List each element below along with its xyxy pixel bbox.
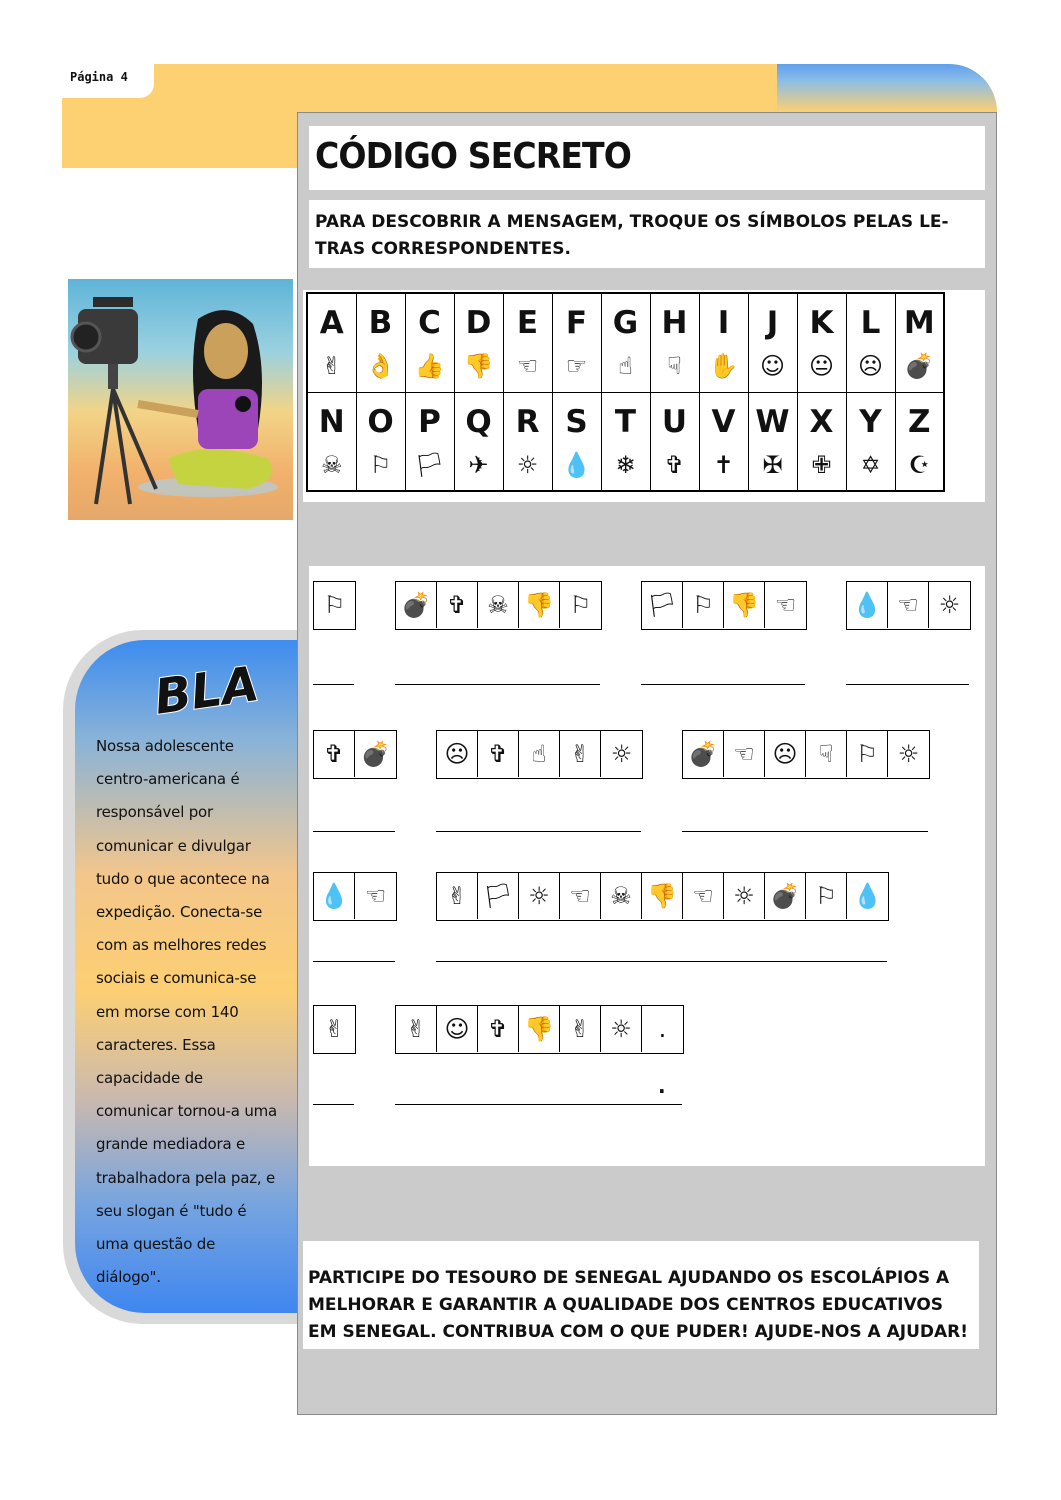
cipher-symbol-cell: 💣	[765, 873, 806, 919]
cipher-symbol-cell: 💣	[360, 740, 391, 768]
cipher-symbol-cell: ☝	[519, 731, 560, 777]
thumbs-up-icon: 👍	[414, 352, 445, 380]
cipher-symbol-cell: ✞	[478, 1006, 519, 1052]
cipher-symbol-cell: ✞	[437, 582, 478, 628]
cipher-symbol-cell: 🏳	[478, 873, 519, 919]
cipher-row	[307, 392, 944, 491]
cipher-word	[395, 581, 602, 630]
page-number: Página 4	[62, 62, 154, 98]
star-crescent-icon: ☪	[908, 450, 930, 479]
cipher-letter: V	[711, 403, 736, 440]
smiley-icon: ☺	[759, 352, 786, 380]
celtic-cross-icon: ✠	[762, 450, 783, 479]
white-flag-icon: ⚐	[369, 450, 392, 479]
neutral-face-icon: 😐	[808, 352, 835, 380]
cipher-cell-o	[356, 392, 405, 491]
cipher-cell-g	[601, 293, 650, 392]
answer-line[interactable]	[436, 831, 641, 832]
cipher-symbol-cell: ✌	[396, 1006, 437, 1052]
star-of-david-icon: ✡	[860, 450, 881, 479]
cipher-letter: H	[661, 305, 688, 341]
answer-line[interactable]	[846, 684, 969, 685]
reporter-with-camera-image	[68, 279, 293, 520]
cipher-letter: Q	[465, 403, 492, 440]
cipher-word	[313, 581, 356, 630]
cipher-symbol-cell: ☹	[765, 731, 806, 777]
waving-flag-icon: 🏳	[414, 450, 445, 479]
cipher-symbol-cell: ✌	[560, 731, 601, 777]
airplane-icon: ✈	[468, 450, 489, 479]
cipher-symbol-cell: ☼	[938, 591, 961, 619]
cipher-cell-k	[797, 293, 846, 392]
cipher-row	[307, 293, 944, 392]
victory-hand-icon: ✌	[321, 352, 342, 380]
answer-line[interactable]	[313, 1104, 354, 1105]
cipher-symbol-cell: ☠	[478, 582, 519, 628]
cipher-letter: K	[809, 305, 834, 341]
cipher-symbol-cell: ☼	[601, 1006, 642, 1052]
cipher-symbol-cell: 👎	[519, 1006, 560, 1052]
cipher-key-table	[306, 292, 945, 492]
page-title: CÓDIGO SECRETO	[315, 136, 631, 177]
cipher-cell-v	[699, 392, 748, 491]
cipher-symbol-cell: ✞	[478, 731, 519, 777]
cipher-symbol-cell: ✞	[314, 731, 355, 777]
cipher-letter: O	[367, 403, 394, 440]
cipher-symbol-cell: 👎	[519, 582, 560, 628]
answer-line[interactable]	[395, 1104, 682, 1105]
cipher-symbol-cell: ⚐	[683, 582, 724, 628]
cipher-symbol-cell: ☜	[774, 591, 797, 619]
cipher-cell-a	[307, 293, 356, 392]
cipher-cell-s	[552, 392, 601, 491]
cipher-cell-m	[895, 293, 944, 392]
cipher-cell-y	[846, 392, 895, 491]
cipher-symbol-cell: 💧	[314, 873, 355, 919]
cipher-letter: P	[418, 403, 441, 440]
answer-line[interactable]	[436, 961, 887, 962]
latin-cross-icon: ✞	[664, 450, 685, 479]
footer-text: PARTICIPE DO TESOURO DE SENEGAL AJUDANDO OS ESCOLÁPIOS A MELHORAR E GARANTIR A QUALIDADE DOS CENTROS EDUCATIVOS EM SENEGAL. CONTRIBUA COM O QUE PUDER! AJUDE-NOS A AJUDAR!	[308, 1268, 968, 1342]
instructions-box	[309, 200, 985, 268]
cipher-word	[313, 730, 397, 779]
cipher-letter: J	[766, 305, 779, 341]
instructions-text: PARA DESCOBRIR A MENSAGEM, TROQUE OS SÍMBOLOS PELAS LE-TRAS CORRESPONDENTES.	[315, 212, 949, 259]
cipher-letter: I	[717, 305, 730, 341]
cipher-cell-r	[503, 392, 552, 491]
frowning-face-icon: ☹	[857, 352, 884, 380]
cipher-symbol-cell: 💧	[847, 582, 888, 628]
bla-logo-text: BLA	[151, 655, 263, 726]
cipher-letter: T	[614, 403, 637, 440]
cipher-letter: N	[318, 403, 345, 440]
cipher-letter: A	[319, 305, 344, 341]
cipher-letter: C	[418, 305, 441, 341]
answer-line[interactable]	[313, 831, 395, 832]
maltese-cross-icon: ✙	[811, 450, 832, 479]
cipher-cell-j	[748, 293, 797, 392]
cipher-cell-c	[405, 293, 454, 392]
cipher-symbol-cell: ☺	[437, 1006, 478, 1052]
cipher-symbol-cell: ✌	[560, 1006, 601, 1052]
cipher-symbol-cell: ✌	[437, 873, 478, 919]
hand-pointing-right-icon: ☞	[565, 352, 588, 380]
cipher-cell-w	[748, 392, 797, 491]
puzzle-area	[309, 566, 985, 1166]
answer-line[interactable]	[395, 684, 600, 685]
cipher-letter: F	[565, 305, 588, 341]
cipher-cell-n	[307, 392, 356, 491]
answer-line[interactable]	[313, 684, 354, 685]
cipher-symbol-cell: ⚐	[323, 591, 346, 619]
cipher-symbol-cell: ☼	[897, 740, 920, 768]
bomb-icon: 💣	[904, 352, 935, 380]
shadowed-cross-icon: ✝	[713, 450, 734, 479]
sun-icon: ☼	[516, 450, 539, 479]
cipher-word	[395, 1005, 684, 1054]
cipher-symbol-cell: ⚐	[806, 873, 847, 919]
cipher-symbol-cell: .	[658, 1015, 667, 1043]
cipher-cell-l	[846, 293, 895, 392]
cipher-symbol-cell: ⚐	[847, 731, 888, 777]
cipher-cell-q	[454, 392, 503, 491]
cipher-cell-e	[503, 293, 552, 392]
cipher-key-box	[303, 290, 985, 502]
cipher-letter: W	[755, 403, 790, 440]
cipher-symbol-cell: 👎	[724, 582, 765, 628]
cipher-symbol-cell: 👎	[642, 873, 683, 919]
cipher-letter: G	[612, 305, 639, 341]
bla-logo-graphic	[148, 648, 263, 726]
ok-hand-icon: 👌	[365, 352, 396, 380]
cipher-cell-i	[699, 293, 748, 392]
cipher-letter: Y	[859, 403, 882, 440]
cipher-word	[436, 730, 643, 779]
cipher-letter: D	[465, 305, 492, 341]
cipher-symbol-cell: ☼	[724, 873, 765, 919]
cipher-symbol-cell: ⚐	[569, 591, 592, 619]
thumbs-down-icon: 👎	[463, 352, 494, 380]
droplet-icon: 💧	[561, 450, 592, 479]
cipher-symbol-cell: ☜	[560, 873, 601, 919]
cipher-letter: B	[368, 305, 393, 341]
cipher-symbol-cell: 💣	[396, 582, 437, 628]
header-band	[62, 64, 997, 112]
cipher-letter: X	[809, 403, 834, 440]
cipher-cell-f	[552, 293, 601, 392]
hand-pointing-left-icon: ☜	[516, 352, 539, 380]
bla-description: Nossa adolescente centro-americana é responsável por comunicar e divulgar tudo o que acontece na expedição. Conecta-se com as melhores redes sociais e comunica-se em morse com 140 caracteres. Essa capacidade de comunicar tornou-a uma grande mediadora e trabalhadora pela paz, e seu slogan é "tudo é uma questão de diálogo".	[96, 737, 278, 1287]
cipher-letter: E	[516, 305, 539, 341]
answer-line[interactable]	[313, 961, 395, 962]
answer-line[interactable]	[641, 684, 805, 685]
cipher-word	[436, 872, 889, 921]
cipher-symbol-cell: ☜	[724, 731, 765, 777]
cipher-word	[313, 1005, 356, 1054]
cipher-symbol-cell: ☜	[888, 582, 929, 628]
open-hand-icon: ✋	[708, 352, 739, 380]
cipher-cell-x	[797, 392, 846, 491]
hand-pointing-up-icon: ☝	[618, 352, 633, 380]
cipher-symbol-cell: ☼	[610, 740, 633, 768]
cipher-cell-z	[895, 392, 944, 491]
cipher-cell-p	[405, 392, 454, 491]
snowflake-icon: ❄	[615, 450, 636, 479]
cipher-symbol-cell: ☹	[437, 731, 478, 777]
cipher-word	[846, 581, 971, 630]
cipher-letter: S	[565, 403, 588, 440]
final-period: .	[658, 1074, 666, 1098]
header-band-left	[62, 110, 298, 168]
hand-pointing-down-icon: ☟	[667, 352, 682, 380]
cipher-cell-b	[356, 293, 405, 392]
cipher-symbol-cell: 🏳	[642, 582, 683, 628]
cipher-cell-u	[650, 392, 699, 491]
cipher-letter: R	[515, 403, 540, 440]
cipher-letter: Z	[908, 403, 931, 440]
reporter-illustration	[68, 279, 293, 520]
cipher-letter: M	[903, 305, 935, 341]
title-box	[309, 126, 985, 190]
cipher-word	[641, 581, 807, 630]
cipher-word	[682, 730, 930, 779]
cipher-symbol-cell: 💣	[683, 731, 724, 777]
footer-box	[303, 1241, 979, 1349]
cipher-symbol-cell: 💧	[852, 882, 883, 910]
cipher-symbol-cell: ☟	[806, 731, 847, 777]
cipher-symbol-cell: ☜	[683, 873, 724, 919]
cipher-cell-h	[650, 293, 699, 392]
cipher-cell-d	[454, 293, 503, 392]
cipher-symbol-cell: ☜	[364, 882, 387, 910]
cipher-cell-t	[601, 392, 650, 491]
bla-logo	[148, 648, 263, 726]
cipher-symbol-cell: ☠	[601, 873, 642, 919]
cipher-letter: U	[661, 403, 688, 440]
skull-crossbones-icon: ☠	[320, 450, 343, 479]
answer-line[interactable]	[682, 831, 928, 832]
cipher-symbol-cell: ☼	[519, 873, 560, 919]
cipher-word	[313, 872, 397, 921]
cipher-letter: L	[860, 305, 881, 341]
cipher-symbol-cell: ✌	[324, 1015, 345, 1043]
